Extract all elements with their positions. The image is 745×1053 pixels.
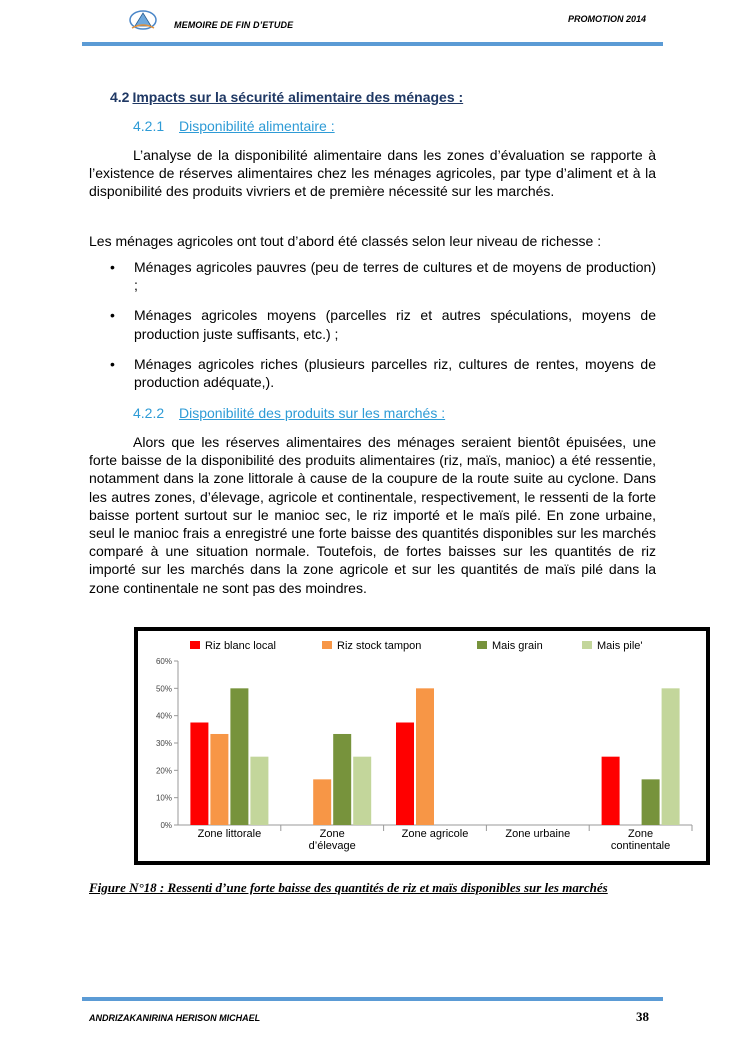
bar <box>602 757 620 825</box>
y-tick-label: 0% <box>160 821 172 830</box>
list-item-text: Ménages agricoles pauvres (peu de terres de cultures et de moyens de production) ; <box>134 259 656 294</box>
y-tick-label: 30% <box>155 739 172 748</box>
bar <box>353 757 371 825</box>
list-item-text: Ménages agricoles moyens (parcelles riz et autres spéculations, moyens de production juste suffisants, etc.) ; <box>134 307 656 342</box>
header-rule <box>82 42 663 46</box>
bar <box>210 734 228 825</box>
bullet-list <box>110 258 656 403</box>
legend-label: Mais grain <box>492 640 543 652</box>
header-promotion: PROMOTION 2014 <box>568 14 647 24</box>
legend-swatch <box>322 641 332 649</box>
section-number: 4.2 <box>110 89 130 105</box>
bar <box>416 688 434 825</box>
list-item <box>110 306 656 342</box>
footer-author: ANDRIZAKANIRINA HERISON MICHAEL <box>89 1013 261 1023</box>
x-tick-label: Zone d’élevage <box>308 828 356 852</box>
bullet-dot: • <box>110 355 115 372</box>
bar <box>662 688 680 825</box>
bar <box>230 688 248 825</box>
paragraph-1: L’analyse de la disponibilité alimentaire dans les zones d’évaluation se rapporte à l’existence de réserves alimentaires chez les ménages agricoles, par type d’aliment et à la disponibilité des produits vivriers et de première nécessité sur les marchés. <box>89 147 656 200</box>
university-logo-icon <box>128 8 158 32</box>
list-item <box>110 355 656 391</box>
y-tick-label: 20% <box>155 766 172 776</box>
bar <box>333 734 351 825</box>
legend-swatch <box>582 641 592 649</box>
legend-swatch <box>190 641 200 649</box>
page-number: 38 <box>636 1009 649 1024</box>
paragraph-3: Alors que les réserves alimentaires des ménages seraient bientôt épuisées, une forte baisse de la disponibilité des produits alimentaires (riz, maïs, manioc) a été ressentie, notamment dans la zone littorale à cause de la coupure de la route suite au cyclone. Dans les autres zones, d’élevage, agricole et continentale, respectivement, le ressenti de la forte baisse portent surtout sur le manioc sec, le riz importé et le maïs pilé. En zone urbaine, seul le manioc frais a enregistré une forte baisse des quantités disponibles sur les marchés comparé à une situation normale. Toutefois, de fortes baisses sur les quantités de riz importé sur les marchés dans la zone agricole et sur les quantités de maïs pilé dans la zone continentale ne sont pas des moindres. <box>89 434 656 596</box>
list-item <box>110 258 656 294</box>
y-tick-label: 50% <box>155 684 172 694</box>
y-tick-label: 60% <box>155 657 172 666</box>
legend-swatch <box>477 641 487 649</box>
subsection-title-1: Disponibilité alimentaire : <box>179 118 335 134</box>
bullet-dot: • <box>110 259 115 275</box>
bar <box>313 779 331 825</box>
list-item-text: Ménages agricoles riches (plusieurs parcelles riz, cultures de rentes, moyens de production adéquate,). <box>134 355 656 391</box>
footer-rule <box>82 997 663 1001</box>
x-tick-label: Zone littorale <box>197 828 262 840</box>
subsection-number-1: 4.2.1 <box>133 118 165 134</box>
y-tick-label: 40% <box>155 711 172 721</box>
subsection-heading-2 <box>133 405 445 421</box>
legend-label: Riz stock tampon <box>337 640 422 652</box>
bullet-dot: • <box>110 307 115 324</box>
paragraph-2: Les ménages agricoles ont tout d’abord été classés selon leur niveau de richesse : <box>89 233 602 249</box>
subsection-number-2: 4.2.2 <box>133 405 165 421</box>
x-tick-label: Zone continentale <box>610 828 671 852</box>
subsection-title-2: Disponibilité des produits sur les marchés : <box>179 405 446 421</box>
bar <box>396 723 414 826</box>
y-tick-label: 10% <box>155 793 172 803</box>
bar <box>642 779 660 825</box>
legend-label: Mais pile' <box>597 640 643 652</box>
chart-frame <box>134 627 710 865</box>
bar <box>250 757 268 825</box>
section-heading <box>110 89 463 105</box>
bar-chart <box>138 631 706 861</box>
legend-label: Riz blanc local <box>205 640 276 652</box>
bar <box>190 723 208 826</box>
subsection-heading-1 <box>133 118 335 134</box>
figure-caption: Figure N°18 : Ressenti d’une forte baisse des quantités de riz et maïs disponibles sur les marchés <box>89 880 608 895</box>
x-tick-label: Zone urbaine <box>505 828 571 840</box>
x-tick-label: Zone agricole <box>401 828 469 840</box>
header-title: MEMOIRE DE FIN D’ETUDE <box>174 20 294 30</box>
section-title: Impacts sur la sécurité alimentaire des ménages : <box>132 89 464 105</box>
